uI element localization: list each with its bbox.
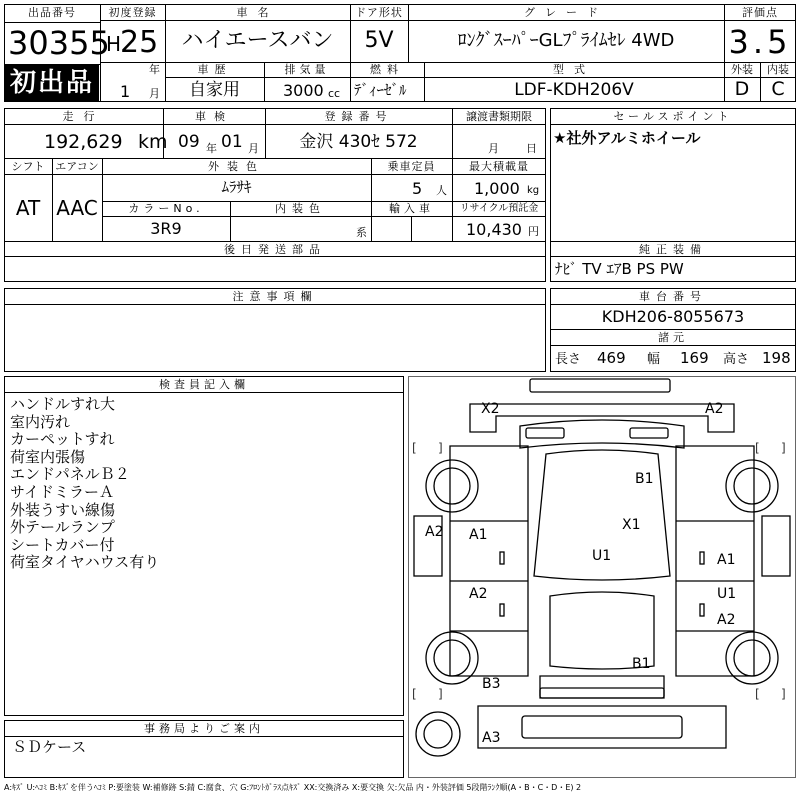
inspection-label: 車検 bbox=[195, 110, 233, 123]
sales-point-text: ★社外アルミホイール bbox=[553, 129, 701, 147]
transfer-label: 譲渡書類期限 bbox=[466, 110, 532, 123]
exterior-grade: D bbox=[734, 78, 750, 100]
damage-mark: A2 bbox=[705, 401, 724, 417]
damage-mark: A1 bbox=[469, 527, 488, 543]
damage-mark: A1 bbox=[717, 552, 736, 568]
damage-mark: U1 bbox=[592, 548, 612, 564]
door: 5V bbox=[364, 28, 394, 53]
damage-mark: X1 bbox=[622, 517, 641, 533]
color-no-label: カラーNo. bbox=[128, 202, 204, 215]
specs-label: 諸元 bbox=[658, 331, 688, 344]
diagram-bracket: ] bbox=[781, 687, 786, 701]
damage-mark: X2 bbox=[481, 401, 500, 417]
shift-label: シフト bbox=[11, 160, 45, 173]
color-label: 外装色 bbox=[208, 160, 265, 173]
diagram-bracket: [ bbox=[755, 687, 760, 701]
width: 169 bbox=[680, 349, 709, 367]
grade: ﾛﾝｸﾞｽｰﾊﾟｰGLﾌﾟﾗｲﾑｾﾚ 4WD bbox=[457, 30, 675, 51]
diagram-bracket: [ bbox=[412, 441, 417, 455]
mileage-label: 走行 bbox=[62, 110, 105, 123]
capacity-label: 乗車定員 bbox=[387, 160, 436, 173]
recycle-label: リサイクル預託金 bbox=[459, 203, 539, 214]
color-no: 3R9 bbox=[150, 219, 182, 238]
load-label: 最大積載量 bbox=[469, 160, 529, 173]
shift: AT bbox=[15, 196, 41, 220]
damage-mark: B3 bbox=[482, 676, 501, 692]
height: 198 bbox=[762, 349, 791, 367]
inspector-line: 室内汚れ bbox=[10, 412, 71, 431]
model-label: 型式 bbox=[553, 63, 595, 76]
transfer-month-unit: 月 bbox=[488, 142, 499, 155]
reg-no: 金沢 430ｾ 572 bbox=[299, 132, 418, 152]
diagram-bracket: ] bbox=[438, 441, 443, 455]
inspector-label: 検査員記入欄 bbox=[159, 378, 249, 391]
inspector-notes bbox=[10, 396, 159, 572]
diagram-bracket: [ bbox=[412, 687, 417, 701]
color: ﾑﾗｻｷ bbox=[221, 178, 252, 196]
width-label: 幅 bbox=[647, 352, 661, 367]
inspector-line: カーペットすれ bbox=[10, 430, 115, 449]
car-name-label: 車名 bbox=[236, 6, 279, 19]
model: LDF-KDH206V bbox=[514, 80, 634, 100]
legend: A:ｷｽﾞ U:ﾍｺﾐ B:ｷｽﾞを伴うﾍｺﾐ P:要塗装 W:補修跡 S:錆 C:腐食、穴 G:ﾌﾛﾝﾄｶﾞﾗｽ点ｷｽﾞ XX:交換済み X:要交換 欠:欠品 内・外装評価 5段階ﾗﾝｸ順(A・B・C・D・E) 2 bbox=[4, 783, 582, 792]
displacement-label: 排気量 bbox=[284, 63, 330, 76]
first-listing-label: 初出品 bbox=[10, 68, 95, 98]
equipment-text: ﾅﾋﾞ TV ｴｱB PS PW bbox=[555, 260, 684, 278]
reg-no-label: 登録番号 bbox=[324, 110, 393, 123]
later-parts-label: 後日発送部品 bbox=[224, 243, 326, 256]
lot-no: 30355 bbox=[8, 24, 110, 62]
inspector-line: エンドパネルＢ２ bbox=[10, 465, 130, 484]
reg-year: 25 bbox=[120, 25, 159, 60]
import-label: 輸入車 bbox=[389, 202, 434, 215]
door-label: ドア形状 bbox=[355, 6, 403, 19]
capacity: 5 bbox=[412, 179, 423, 198]
damage-mark: B1 bbox=[632, 656, 651, 672]
reg-month-unit: 月 bbox=[149, 87, 160, 100]
diagram-bracket: ] bbox=[781, 441, 786, 455]
inspection-year: 09 bbox=[178, 132, 200, 152]
damage-mark: A2 bbox=[469, 586, 488, 602]
exterior-label: 外装 bbox=[731, 63, 753, 76]
int-color-label: 内装色 bbox=[275, 202, 326, 215]
history: 自家用 bbox=[189, 80, 240, 100]
length: 469 bbox=[597, 349, 626, 367]
interior-label: 内装 bbox=[767, 63, 789, 76]
chassis-label: 車台番号 bbox=[639, 290, 707, 303]
grade-label: グレード bbox=[524, 6, 608, 19]
score: 3.5 bbox=[728, 23, 792, 61]
ac: AAC bbox=[56, 196, 98, 220]
inspector-line: 外テールランプ bbox=[10, 518, 115, 537]
load-unit: kg bbox=[527, 185, 540, 196]
notes-label: 注意事項欄 bbox=[232, 290, 318, 303]
inspector-line: シートカバー付 bbox=[10, 535, 115, 554]
damage-mark: A2 bbox=[425, 524, 444, 540]
inspector-line: 荷室内張傷 bbox=[10, 447, 86, 466]
displacement: 3000 bbox=[283, 81, 324, 100]
equipment-label: 純正装備 bbox=[639, 243, 707, 256]
damage-mark: U1 bbox=[717, 586, 737, 602]
damage-mark: A3 bbox=[482, 730, 501, 746]
inspection-month-unit: 月 bbox=[248, 142, 259, 155]
mileage-unit: km bbox=[138, 131, 168, 153]
inspector-line: サイドミラーＡ bbox=[10, 482, 114, 501]
inspection-year-unit: 年 bbox=[206, 142, 217, 155]
fuel: ﾃﾞｨｰｾﾞﾙ bbox=[354, 81, 407, 99]
reg-month: 1 bbox=[120, 82, 131, 101]
mileage: 192,629 bbox=[44, 131, 123, 153]
office-label: 事務局よりご案内 bbox=[144, 722, 264, 735]
car-name: ハイエースバン bbox=[181, 28, 334, 53]
diagram-bracket: [ bbox=[755, 441, 760, 455]
diagram-bracket: ] bbox=[438, 687, 443, 701]
sales-point-label: セールスポイント bbox=[613, 110, 733, 123]
lot-no-label: 出品番号 bbox=[28, 6, 76, 19]
vehicle-outline-diagram bbox=[408, 376, 796, 778]
reg-year-unit: 年 bbox=[149, 63, 160, 76]
length-label: 長さ bbox=[555, 352, 582, 367]
recycle-unit: 円 bbox=[528, 225, 539, 238]
score-label: 評価点 bbox=[742, 6, 778, 19]
history-label: 車歴 bbox=[197, 63, 232, 76]
damage-mark: B1 bbox=[635, 471, 654, 487]
office-text: ＳＤケース bbox=[12, 738, 87, 756]
recycle: 10,430 bbox=[466, 220, 522, 239]
capacity-unit: 人 bbox=[436, 184, 447, 197]
interior-grade: C bbox=[771, 78, 785, 100]
era: H bbox=[106, 32, 122, 56]
damage-mark: A2 bbox=[717, 612, 736, 628]
chassis-no: KDH206-8055673 bbox=[601, 307, 745, 326]
first-reg-label: 初度登録 bbox=[108, 6, 157, 19]
ac-label: エアコン bbox=[55, 160, 99, 173]
inspector-line: 荷室タイヤハウス有り bbox=[10, 553, 160, 572]
inspection-month: 01 bbox=[221, 132, 243, 152]
int-color-unit: 系 bbox=[356, 226, 367, 239]
displacement-unit: cc bbox=[328, 87, 341, 100]
load: 1,000 bbox=[474, 179, 520, 198]
transfer-day-unit: 日 bbox=[526, 142, 537, 155]
height-label: 高さ bbox=[723, 352, 750, 367]
inspector-line: 外装うすい線傷 bbox=[10, 500, 116, 519]
inspector-line: ハンドルすれ大 bbox=[10, 395, 116, 413]
fuel-label: 燃料 bbox=[370, 63, 404, 76]
